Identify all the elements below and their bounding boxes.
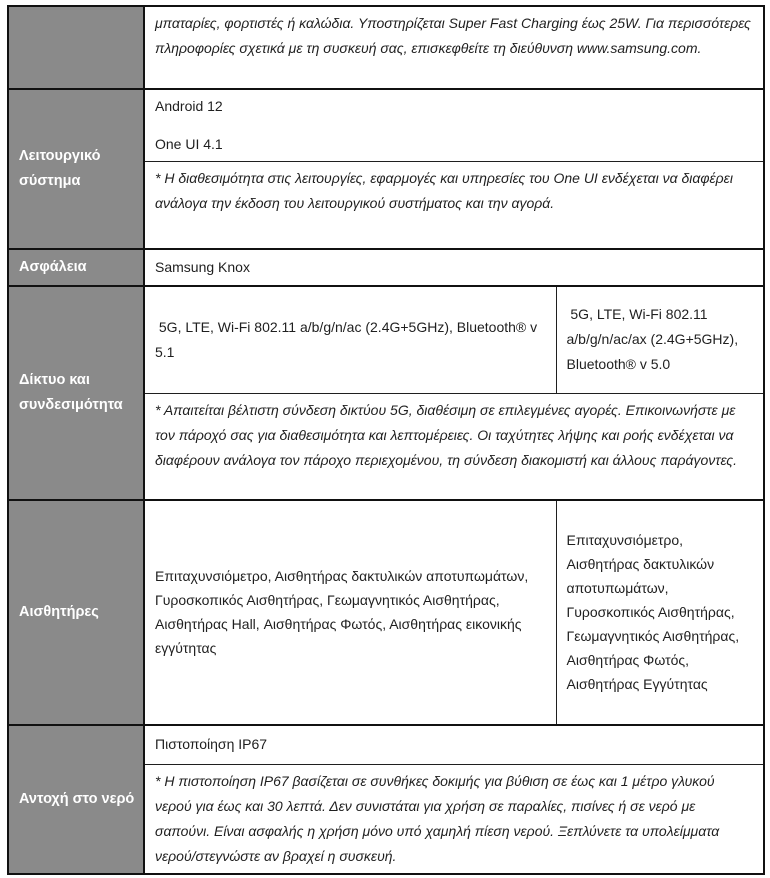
network-model-b-value: 5G, LTE, Wi-Fi 802.11 a/b/g/n/ac/ax (2.4G+5GHz), Bluetooth® v 5.0	[556, 286, 764, 394]
row-header-security: Ασφάλεια	[8, 249, 144, 286]
row-header-network-connectivity: Δίκτυο και συνδεσιμότητα	[8, 286, 144, 500]
os-footnote: * Η διαθεσιμότητα στις λειτουργίες, εφαρμογές και υπηρεσίες του One UI ενδέχεται να διαφέρει ανάλογα την έκδοση του λειτουργικού συστήματος και την αγορά.	[144, 162, 764, 249]
water-footnote: * Η πιστοποίηση IP67 βασίζεται σε συνθήκες δοκιμής για βύθιση σε έως και 1 μέτρο γλυκού νερού για έως και 30 λεπτά. Δεν συνιστάται για χρήση σε παραλίες, πισίνες ή σε νερό με σαπούνι. Είναι ασφαλής η χρήση μόνο υπό χαμηλή πίεση νερού. Ξεπλύνετε τα υπολείμματα νερού/στεγνώστε αν βραχεί η συσκευή.	[144, 765, 764, 875]
row-header-water-resistance: Αντοχή στο νερό	[8, 725, 144, 875]
os-values-cell	[144, 89, 764, 162]
row-header-battery-empty	[8, 6, 144, 89]
water-certification-value: Πιστοποίηση IP67	[144, 725, 764, 765]
battery-note-text: μπαταρίες, φορτιστές ή καλώδια. Υποστηρίζεται Super Fast Charging έως 25W. Για περισσότερες πληροφορίες σχετικά με τη συσκευή σας, επισκεφθείτε τη διεύθυνση www.samsung.com.	[144, 6, 764, 89]
network-model-a-value: 5G, LTE, Wi-Fi 802.11 a/b/g/n/ac (2.4G+5GHz), Bluetooth® v 5.1	[144, 286, 556, 394]
network-footnote: * Απαιτείται βέλτιστη σύνδεση δικτύου 5G, διαθέσιμη σε επιλεγμένες αγορές. Επικοινωνήστε με τον πάροχό σας για διαθεσιμότητα και λεπτομέρειες. Οι ταχύτητες λήψης και ροής ενδέχεται να διαφέρουν ανάλογα τον πάροχο περιεχομένου, τη σύνδεση διακομιστή και άλλους παράγοντες.	[144, 394, 764, 500]
row-header-sensors: Αισθητήρες	[8, 500, 144, 725]
security-value: Samsung Knox	[144, 249, 764, 286]
os-oneui-version: One UI 4.1	[155, 136, 223, 152]
sensors-model-b-value: Επιταχυνσιόμετρο, Αισθητήρας δακτυλικών αποτυπωμάτων, Γυροσκοπικός Αισθητήρας, Γεωμαγνητικός Αισθητήρας, Αισθητήρας Φωτός, Αισθητήρας Εγγύτητας	[556, 500, 764, 725]
row-header-operating-system: Λειτουργικό σύστημα	[8, 89, 144, 249]
sensors-model-a-value: Επιταχυνσιόμετρο, Αισθητήρας δακτυλικών αποτυπωμάτων, Γυροσκοπικός Αισθητήρας, Γεωμαγνητικός Αισθητήρας, Αισθητήρας Hall, Αισθητήρας Φωτός, Αισθητήρας εικονικής εγγύτητας	[144, 500, 556, 725]
os-android-version: Android 12	[155, 98, 223, 114]
spec-table	[7, 5, 765, 875]
